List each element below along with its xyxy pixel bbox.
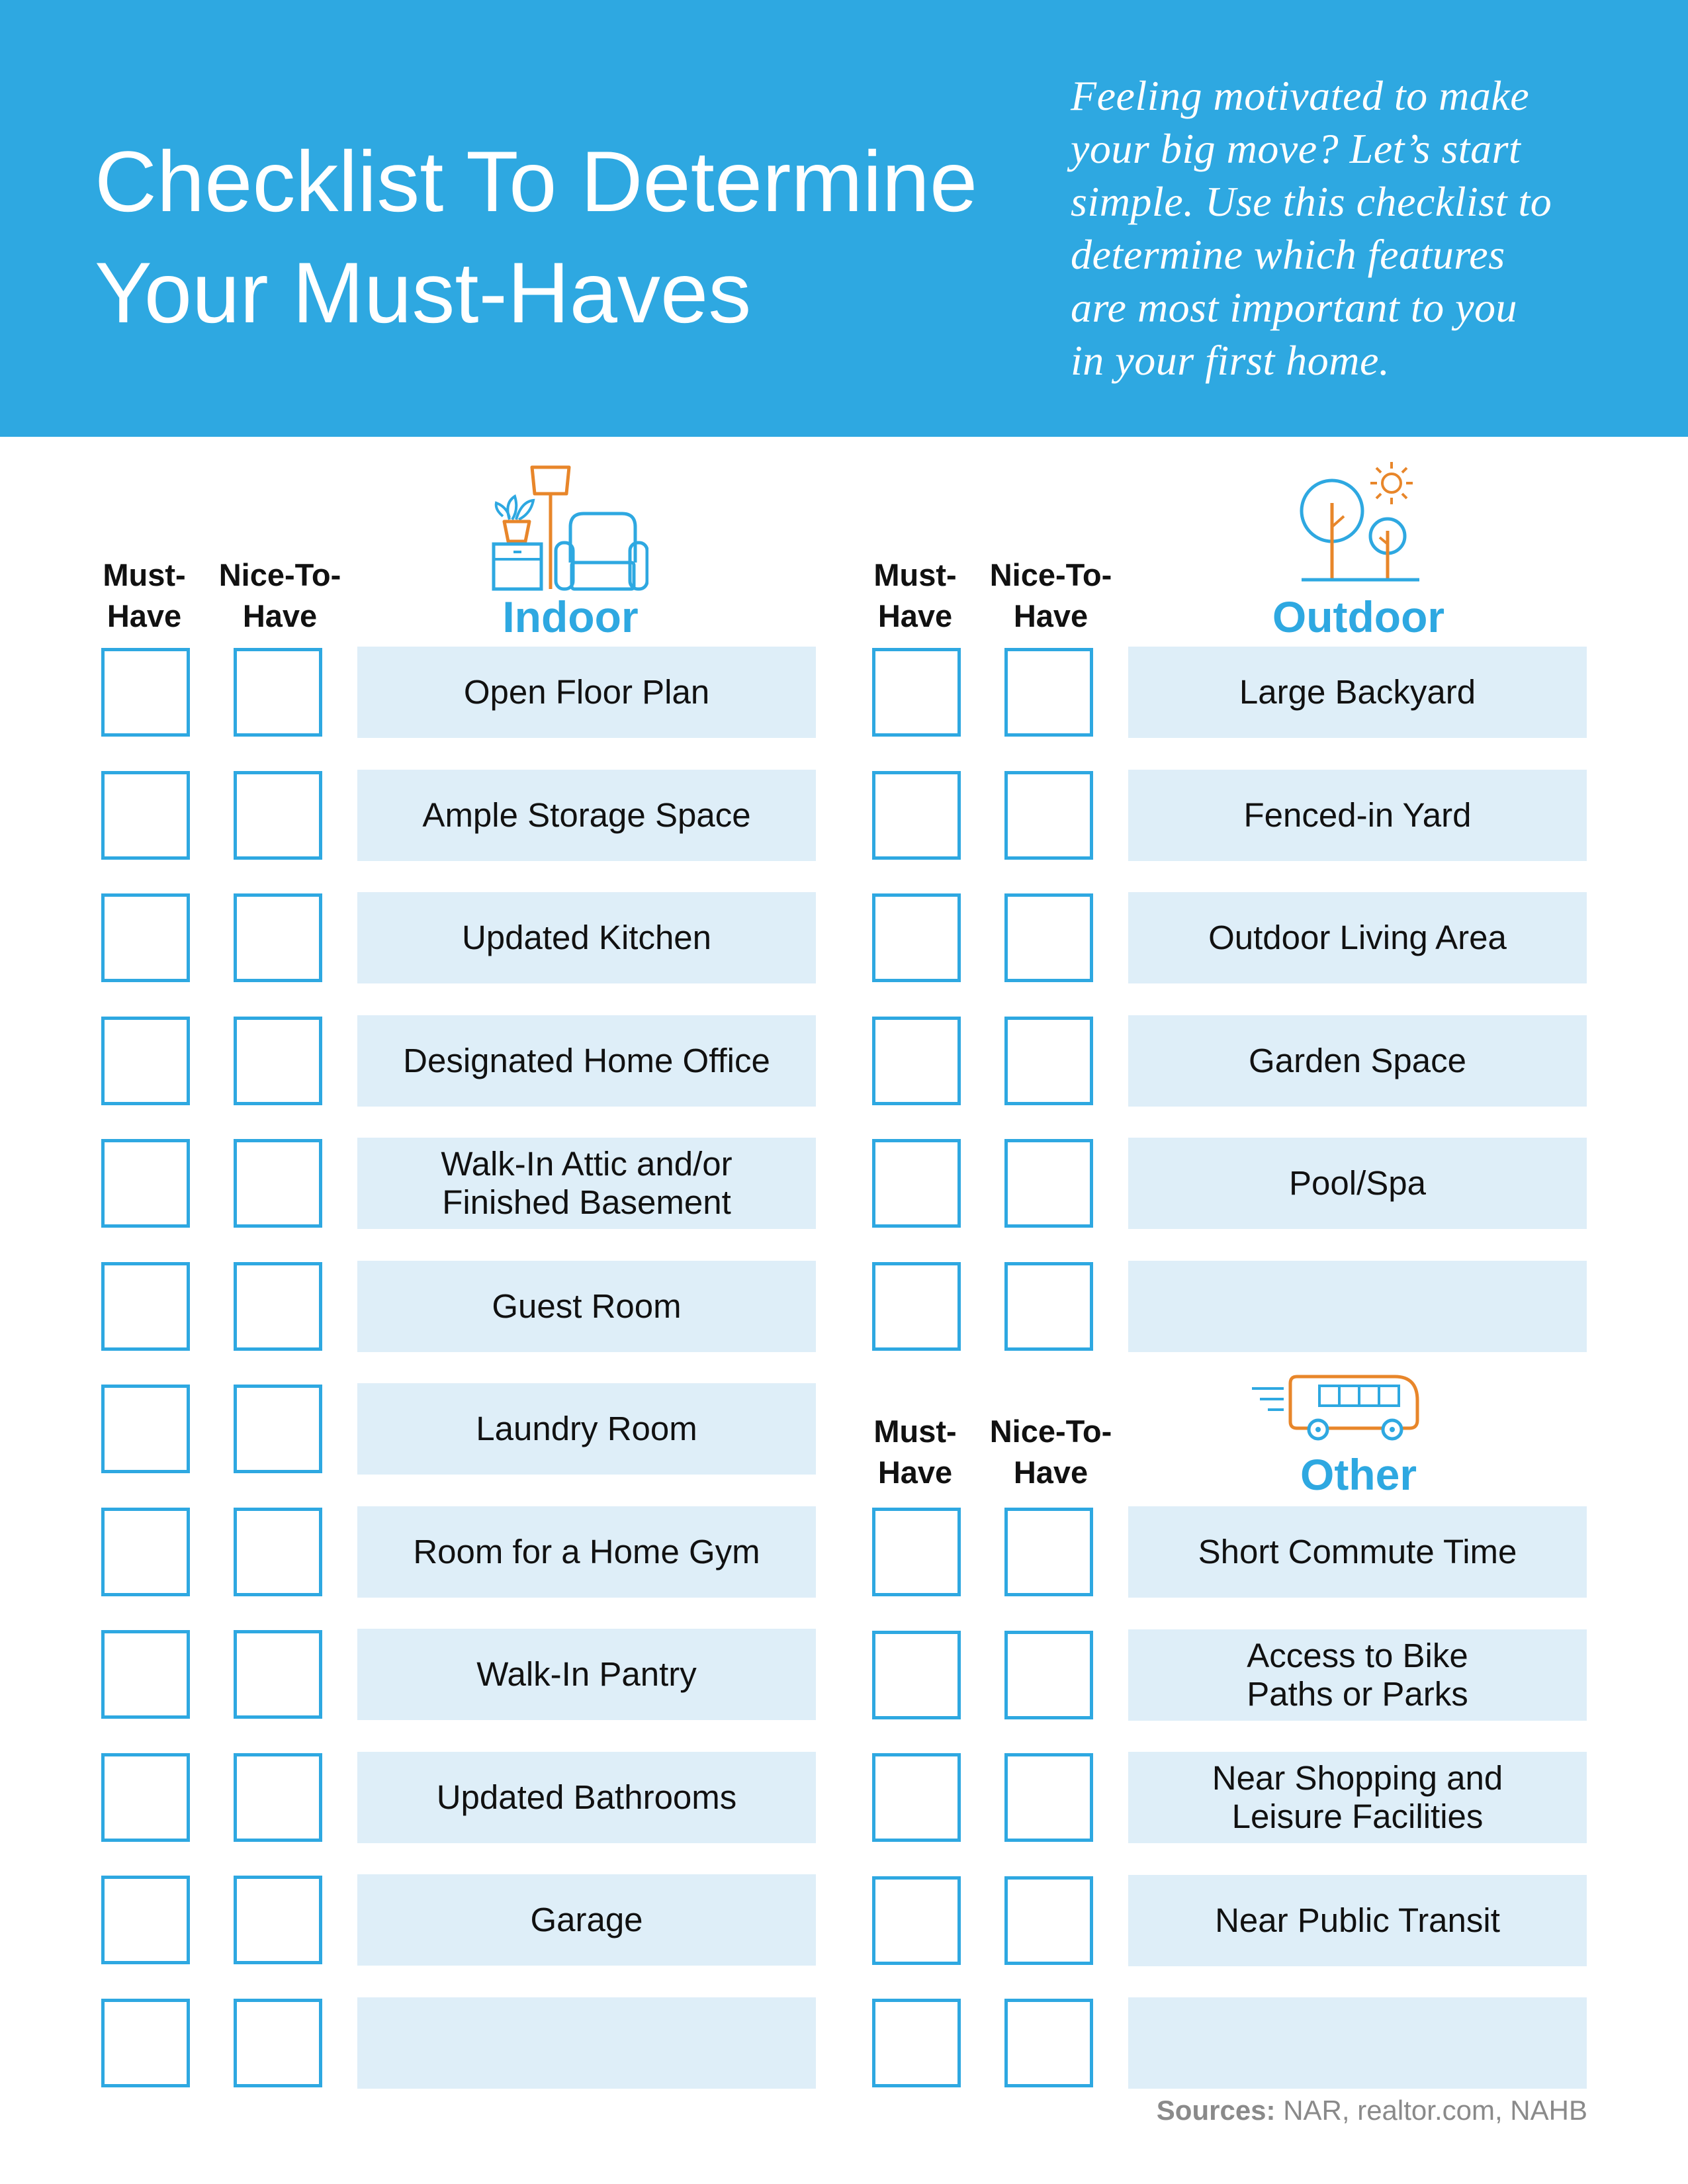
nice-to-have-checkbox[interactable] — [234, 1262, 322, 1351]
feature-label-box — [1128, 1629, 1587, 1721]
must-have-checkbox[interactable] — [872, 1999, 961, 2087]
feature-label-box — [1128, 770, 1587, 861]
must-have-header-line: Have — [877, 1455, 953, 1490]
feature-label-box — [357, 1752, 816, 1843]
nice-to-have-checkbox[interactable] — [234, 1508, 322, 1596]
must-have-header-line: Have — [107, 598, 182, 633]
feature-label: Room for a Home Gym — [413, 1532, 760, 1570]
nice-to-have-checkbox[interactable] — [234, 1017, 322, 1105]
must-have-checkbox[interactable] — [101, 1385, 190, 1473]
nice-to-have-checkbox[interactable] — [1004, 1262, 1093, 1351]
nice-to-have-header-line: Nice-To- — [989, 557, 1112, 592]
checklist-row — [101, 770, 816, 861]
checklist-row — [872, 1261, 1587, 1352]
nice-to-have-checkbox[interactable] — [234, 1630, 322, 1719]
must-have-header-line: Have — [877, 598, 953, 633]
section-title-outdoor: Outdoor — [1272, 592, 1445, 641]
nice-to-have-checkbox[interactable] — [234, 1999, 322, 2087]
intro-line: simple. Use this checklist to — [1071, 178, 1552, 225]
nice-to-have-checkbox[interactable] — [234, 771, 322, 860]
checklist-row — [101, 1383, 816, 1475]
nice-to-have-header-line: Have — [1013, 1455, 1088, 1490]
feature-label-box — [1128, 1015, 1587, 1107]
must-have-checkbox[interactable] — [872, 1508, 961, 1596]
must-have-checkbox[interactable] — [872, 1262, 961, 1351]
feature-label-box — [357, 1629, 816, 1720]
feature-label-box — [357, 1383, 816, 1475]
feature-label: Near Public Transit — [1215, 1901, 1500, 1939]
feature-label: Fenced-in Yard — [1243, 796, 1472, 834]
living-room-icon — [490, 463, 648, 592]
checklist-row — [101, 1506, 816, 1598]
feature-label-box — [1128, 1261, 1587, 1352]
feature-label-box — [1128, 1506, 1587, 1598]
feature-label-box — [1128, 1752, 1587, 1843]
must-have-checkbox[interactable] — [101, 1876, 190, 1964]
checklist-row — [101, 1752, 816, 1843]
checklist-row — [101, 647, 816, 738]
must-have-checkbox[interactable] — [872, 1139, 961, 1228]
feature-label: Designated Home Office — [403, 1041, 770, 1079]
sources-label: Sources: — [1156, 2095, 1276, 2126]
trees-sun-icon — [1294, 457, 1426, 586]
bus-icon — [1249, 1369, 1421, 1445]
feature-label-box — [357, 647, 816, 738]
must-have-header-other — [839, 1411, 991, 1493]
feature-label-box — [1128, 892, 1587, 983]
must-have-header-outdoor — [839, 555, 991, 637]
checklist-row — [101, 1997, 816, 2089]
must-have-header-line: Must- — [873, 557, 957, 592]
must-have-checkbox[interactable] — [101, 1999, 190, 2087]
feature-label: Pool/Spa — [1289, 1164, 1426, 1202]
feature-label-box — [1128, 1997, 1587, 2089]
feature-label: Garage — [530, 1901, 643, 1938]
must-have-checkbox[interactable] — [101, 1508, 190, 1596]
feature-label: Updated Bathrooms — [436, 1778, 737, 1816]
nice-to-have-checkbox[interactable] — [234, 1876, 322, 1964]
intro-line: determine which features — [1071, 231, 1505, 278]
checklist-row — [101, 1261, 816, 1352]
checklist-row — [872, 647, 1587, 738]
nice-to-have-header-line: Nice-To- — [989, 1414, 1112, 1449]
title-line-2: Your Must-Haves — [95, 244, 752, 341]
feature-label: Large Backyard — [1239, 673, 1476, 711]
header-banner — [0, 0, 1688, 437]
feature-label: Garden Space — [1249, 1041, 1466, 1079]
nice-to-have-checkbox[interactable] — [234, 1385, 322, 1473]
section-title-indoor: Indoor — [502, 592, 639, 641]
must-have-checkbox[interactable] — [101, 1017, 190, 1105]
must-have-checkbox[interactable] — [872, 648, 961, 737]
section-title-other: Other — [1300, 1450, 1417, 1499]
must-have-checkbox[interactable] — [872, 893, 961, 982]
checklist-row — [101, 892, 816, 983]
feature-label: Open Floor Plan — [463, 673, 710, 711]
nice-to-have-checkbox[interactable] — [1004, 1753, 1093, 1842]
feature-label-box — [357, 1997, 816, 2089]
feature-label-box — [357, 1874, 816, 1966]
must-have-checkbox[interactable] — [872, 1876, 961, 1965]
feature-label: Updated Kitchen — [461, 919, 712, 956]
feature-label: Walk-In Attic and/or Finished Basement — [441, 1145, 733, 1221]
intro-line: Feeling motivated to make — [1071, 72, 1530, 119]
nice-to-have-checkbox[interactable] — [1004, 893, 1093, 982]
checklist-row — [872, 1015, 1587, 1107]
must-have-checkbox[interactable] — [872, 1017, 961, 1105]
sources-note — [1157, 2095, 1587, 2126]
checklist-row — [101, 1015, 816, 1107]
feature-label-box — [357, 1261, 816, 1352]
feature-label-box — [1128, 1875, 1587, 1966]
nice-to-have-checkbox[interactable] — [1004, 1876, 1093, 1965]
must-have-checkbox[interactable] — [872, 1753, 961, 1842]
must-have-header-line: Must- — [103, 557, 186, 592]
nice-to-have-header-line: Have — [1013, 598, 1088, 633]
checklist-row — [872, 1752, 1587, 1843]
feature-label-box — [357, 1015, 816, 1107]
intro-text — [1071, 69, 1640, 387]
nice-to-have-checkbox[interactable] — [1004, 1017, 1093, 1105]
title-line-1: Checklist To Determine — [95, 133, 978, 230]
must-have-checkbox[interactable] — [101, 648, 190, 737]
sources-text: NAR, realtor.com, NAHB — [1275, 2095, 1587, 2126]
feature-label: Near Shopping and Leisure Facilities — [1212, 1759, 1503, 1835]
checklist-row — [872, 1138, 1587, 1229]
checklist-row — [101, 1874, 816, 1966]
nice-to-have-header-line: Nice-To- — [218, 557, 341, 592]
must-have-checkbox[interactable] — [101, 1753, 190, 1842]
checklist-row — [872, 1875, 1587, 1966]
feature-label-box — [1128, 647, 1587, 738]
feature-label: Access to Bike Paths or Parks — [1247, 1636, 1468, 1713]
feature-label-box — [357, 1506, 816, 1598]
intro-line: your big move? Let’s start — [1071, 125, 1521, 172]
feature-label: Short Commute Time — [1198, 1533, 1517, 1570]
nice-to-have-header-line: Have — [242, 598, 318, 633]
checklist-row — [101, 1629, 816, 1720]
must-have-header-line: Must- — [873, 1414, 957, 1449]
must-have-checkbox[interactable] — [101, 893, 190, 982]
must-have-checkbox[interactable] — [101, 771, 190, 860]
page-title — [95, 126, 1054, 348]
nice-to-have-checkbox[interactable] — [234, 893, 322, 982]
checklist-row — [872, 1997, 1587, 2089]
nice-to-have-header-indoor — [204, 555, 356, 637]
nice-to-have-checkbox[interactable] — [1004, 1139, 1093, 1228]
feature-label: Ample Storage Space — [422, 796, 751, 834]
nice-to-have-checkbox[interactable] — [234, 1139, 322, 1228]
feature-label-box — [1128, 1138, 1587, 1229]
nice-to-have-checkbox[interactable] — [1004, 1999, 1093, 2087]
feature-label: Laundry Room — [476, 1410, 697, 1447]
checklist-row — [872, 1629, 1587, 1721]
feature-label-box — [357, 892, 816, 983]
nice-to-have-checkbox[interactable] — [1004, 1631, 1093, 1719]
feature-label: Outdoor Living Area — [1208, 919, 1507, 956]
must-have-checkbox[interactable] — [872, 1631, 961, 1719]
feature-label: Walk-In Pantry — [476, 1655, 697, 1693]
nice-to-have-checkbox[interactable] — [1004, 1508, 1093, 1596]
feature-label-box — [357, 1138, 816, 1229]
intro-line: are most important to you — [1071, 284, 1517, 331]
must-have-checkbox[interactable] — [872, 771, 961, 860]
must-have-checkbox[interactable] — [101, 1630, 190, 1719]
nice-to-have-checkbox[interactable] — [1004, 648, 1093, 737]
nice-to-have-checkbox[interactable] — [1004, 771, 1093, 860]
checklist-row — [101, 1138, 816, 1229]
must-have-checkbox[interactable] — [101, 1262, 190, 1351]
feature-label: Guest Room — [492, 1287, 682, 1325]
feature-label-box — [357, 770, 816, 861]
nice-to-have-checkbox[interactable] — [234, 1753, 322, 1842]
nice-to-have-header-other — [975, 1411, 1127, 1493]
checklist-row — [872, 892, 1587, 983]
intro-line: in your first home. — [1071, 337, 1390, 384]
checklist-row — [872, 770, 1587, 861]
checklist-row — [872, 1506, 1587, 1598]
nice-to-have-checkbox[interactable] — [234, 648, 322, 737]
must-have-header-indoor — [68, 555, 220, 637]
must-have-checkbox[interactable] — [101, 1139, 190, 1228]
nice-to-have-header-outdoor — [975, 555, 1127, 637]
